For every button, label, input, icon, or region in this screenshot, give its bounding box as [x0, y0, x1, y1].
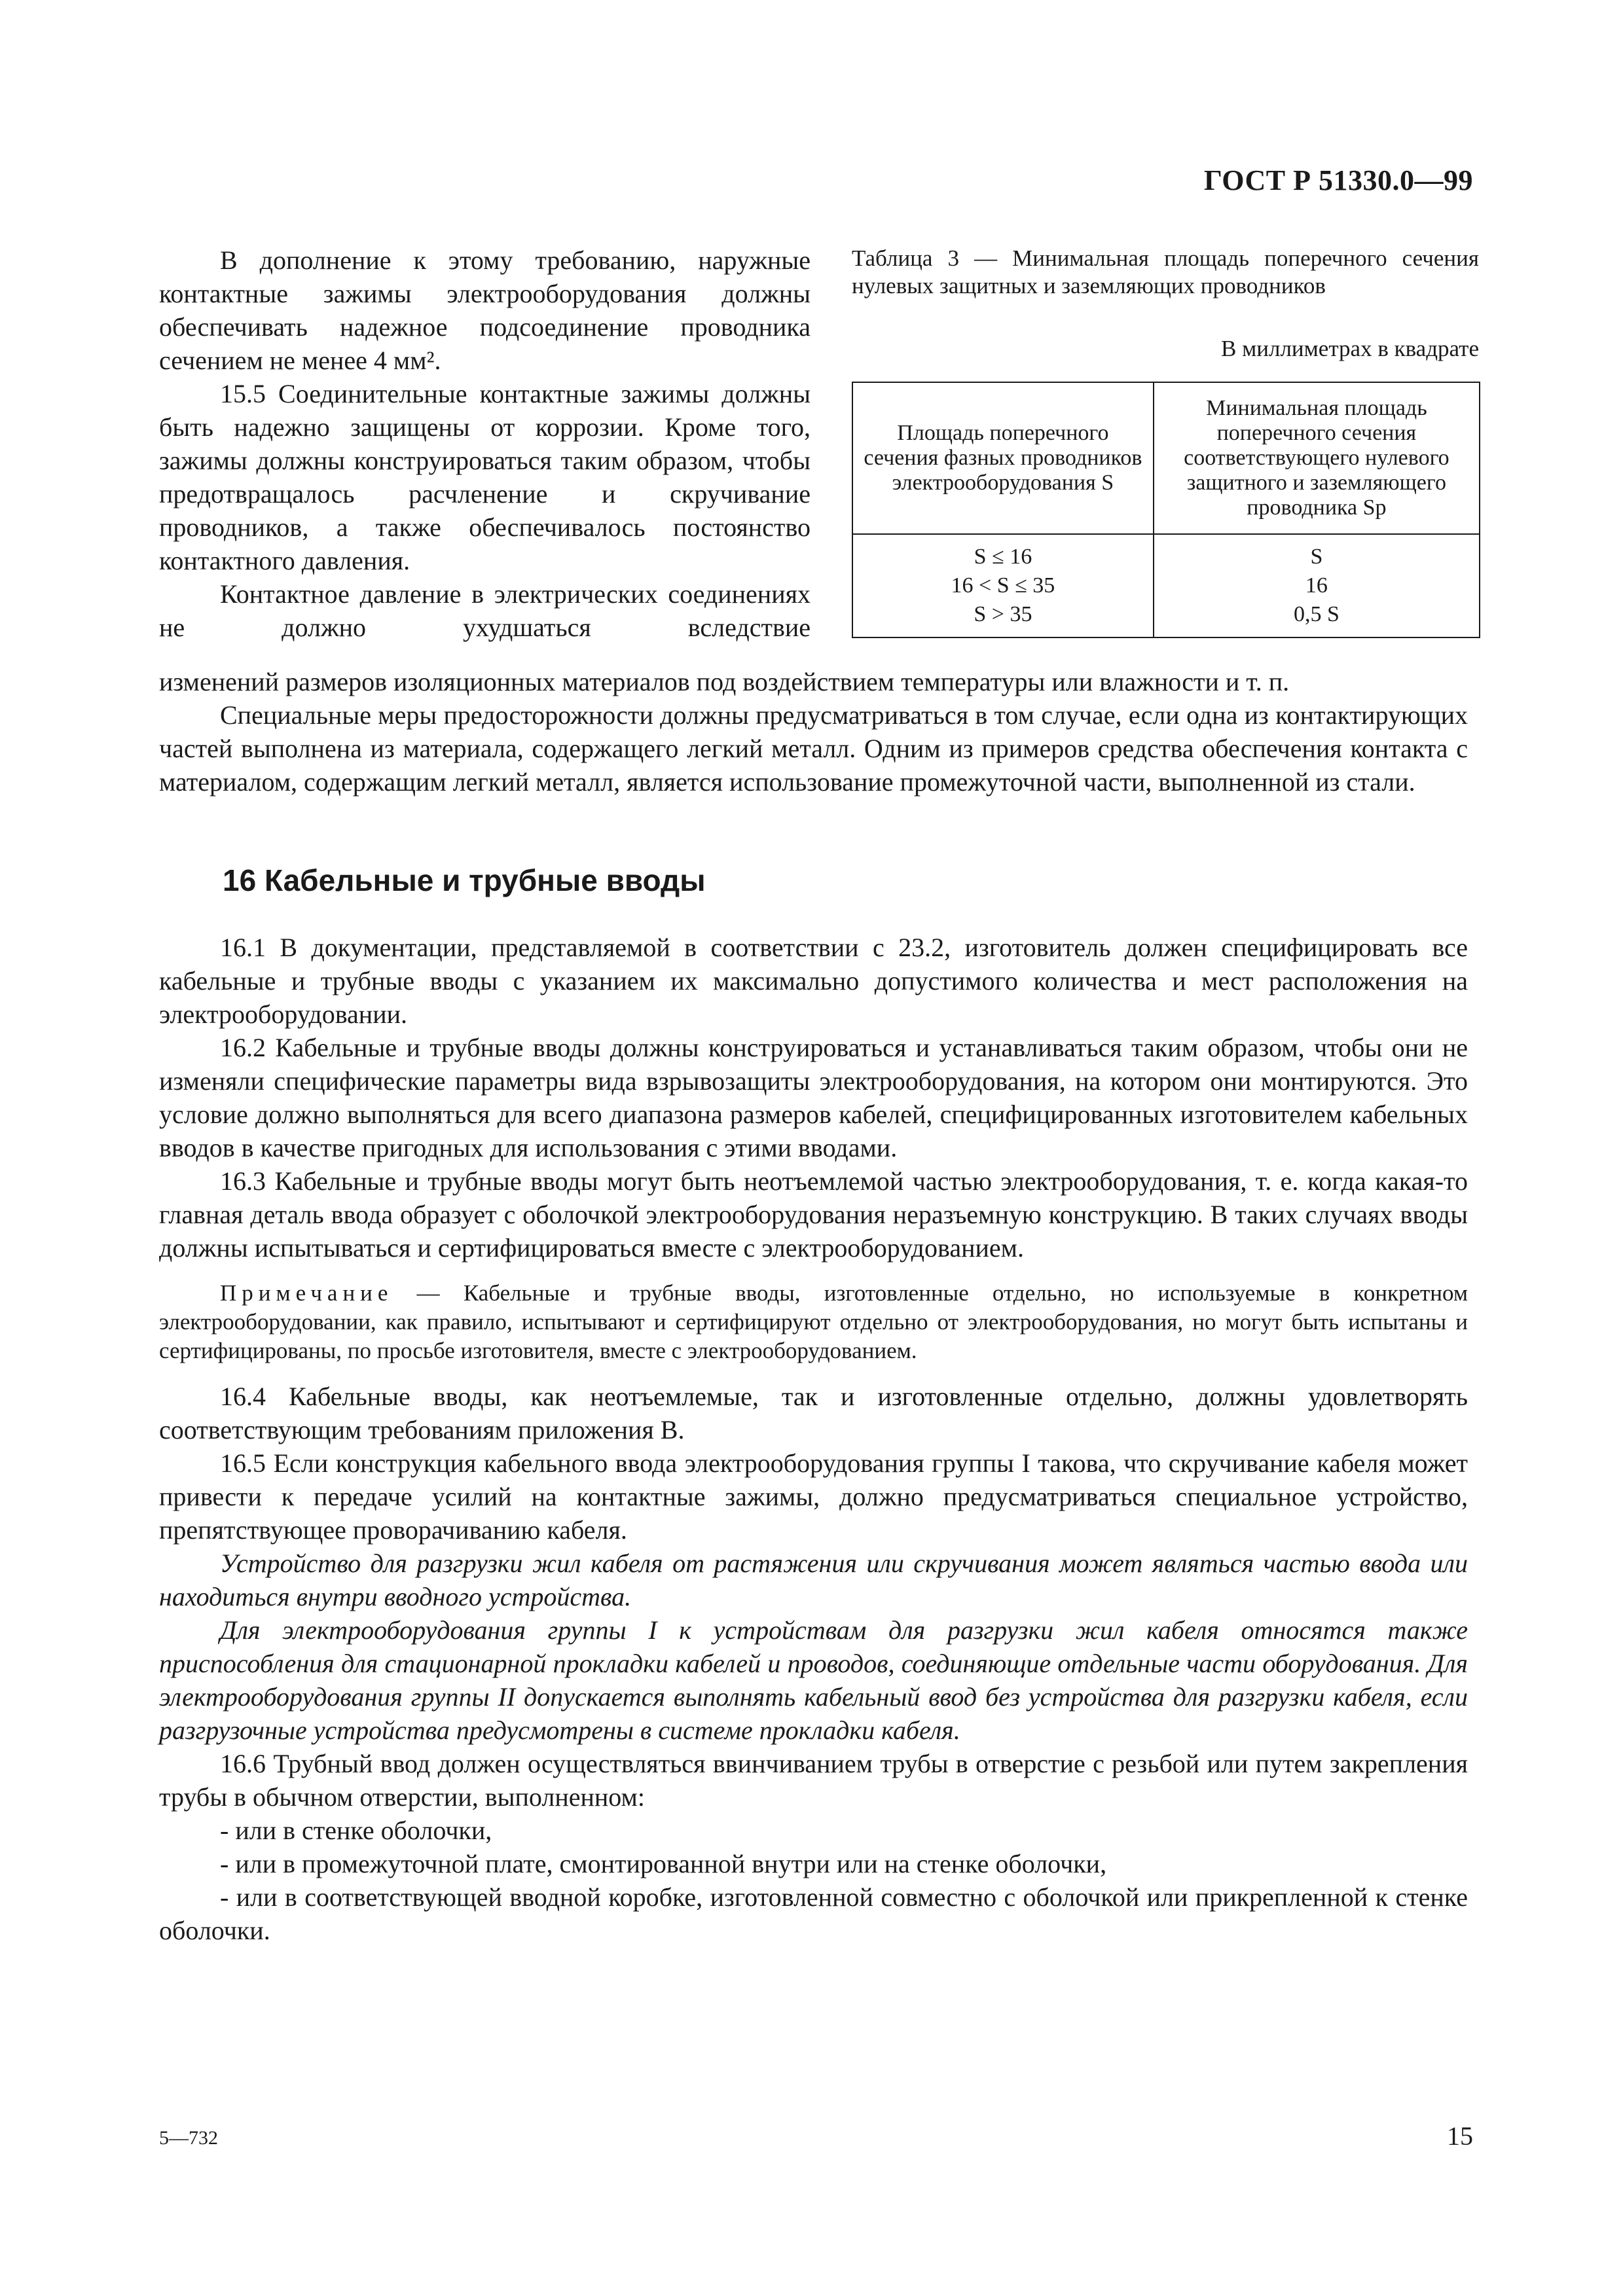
- text-block-upper: [159, 665, 1468, 798]
- paragraph-contact-pressure-start: Контактное давление в электрических соединениях не должно ухудшаться вследствие: [159, 579, 811, 642]
- note-text: — Кабельные и трубные вводы, изготовленные отдельно, но используемые в конкретном электрооборудовании, как правило, испытывают и сертифицируют отдельно от электрооборудования, но могут быть испытаны и сертифицированы, по просьбе изготовителя, вместе с электрооборудованием.: [159, 1280, 1468, 1363]
- table-body-row: [852, 534, 1480, 637]
- paragraph-15-5: 15.5 Соединительные контактные зажимы должны быть надежно защищены от коррозии. Кроме того, зажимы должны конструироваться таким образом, чтобы предотвращалось расчленение и скручивание проводников, а также обеспечивалось постоянство контактного давления.: [159, 379, 811, 575]
- paragraph-16-6: 16.6 Трубный ввод должен осуществляться ввинчиванием трубы в отверстие с резьбой или путем закрепления трубы в обычном отверстии, выполненном:: [159, 1749, 1468, 1812]
- paragraph-16-4: 16.4 Кабельные вводы, как неотъемлемые, так и изготовленные отдельно, должны удовлетворять соответствующим требованиям приложения В.: [159, 1382, 1468, 1444]
- table-cell: 16: [1305, 573, 1328, 598]
- paragraph-16-3: 16.3 Кабельные и трубные вводы могут быть неотъемлемой частью электрооборудования, т. е. когда какая-то главная деталь ввода образует с оболочкой электрооборудования неразъемную конструкцию. В таких случаях вводы должны испытываться и сертифицироваться вместе с электрооборудованием.: [159, 1166, 1468, 1263]
- paragraph-16-1: 16.1 В документации, представляемой в соответствии с 23.2, изготовитель должен специфицировать все кабельные и трубные вводы с указанием их максимально допустимого количества и мест расположения на электрооборудовании.: [159, 933, 1468, 1029]
- table-cell: 0,5 S: [1293, 602, 1340, 626]
- paragraph-italic-strain-relief: Устройство для разгрузки жил кабеля от растяжения или скручивания может являться частью ввода или находиться внутри вводного устройства.: [159, 1549, 1468, 1611]
- table-header-row: [852, 382, 1480, 534]
- section-16-title: 16 Кабельные и трубные вводы: [223, 863, 706, 897]
- table-cell: S > 35: [974, 602, 1032, 626]
- table-caption: Таблица 3 — Минимальная площадь поперечного сечения нулевых защитных и заземляющих проводников: [852, 245, 1479, 298]
- table-cell: S ≤ 16: [974, 545, 1032, 569]
- standard-header: ГОСТ Р 51330.0—99: [1203, 164, 1473, 196]
- list-item: - или в промежуточной плате, смонтированной внутри или на стенке оболочки,: [220, 1849, 1107, 1878]
- cross-section-table: [852, 382, 1480, 638]
- paragraph-contact-pressure-cont: изменений размеров изоляционных материалов под воздействием температуры или влажности и т. п.: [159, 667, 1290, 696]
- table-col-header-min: Минимальная площадь поперечного сечения соответствующего нулевого защитного и заземляющего проводника Sp: [1154, 382, 1480, 534]
- table-cell: S: [1310, 545, 1323, 569]
- table-col-header-phase: Площадь поперечного сечения фазных проводников электрооборудования S: [852, 382, 1154, 534]
- note-block: [159, 1279, 1468, 1365]
- left-column: [159, 243, 811, 644]
- list-item: - или в стенке оболочки,: [220, 1816, 492, 1845]
- note-label: Примечание: [220, 1280, 393, 1306]
- table-phase-values: [852, 534, 1154, 637]
- table-min-values: [1154, 534, 1480, 637]
- paragraph-terminals: В дополнение к этому требованию, наружные контактные зажимы электрооборудования должны обеспечивать надежное подсоединение проводника сечением не менее 4 мм².: [159, 245, 811, 375]
- paragraph-16-2: 16.2 Кабельные и трубные вводы должны конструироваться и устанавливаться таким образом, чтобы они не изменяли специфические параметры вида взрывозащиты электрооборудования, на котором они монтируются. Это условие должно выполняться для всего диапазона размеров кабелей, специфицированных изготовителем кабельных вводов в качестве пригодных для использования с этими вводами.: [159, 1033, 1468, 1162]
- page-number: 15: [1447, 2121, 1473, 2151]
- table-cell: 16 < S ≤ 35: [951, 573, 1055, 598]
- paragraph-16-5: 16.5 Если конструкция кабельного ввода электрооборудования группы I такова, что скручивание кабеля может привести к передаче усилий на контактные зажимы, должно предусматриваться специальное устройство, препятствующее проворачиванию кабеля.: [159, 1448, 1468, 1545]
- paragraph-italic-group-equipment: Для электрооборудования группы I к устройствам для разгрузки жил кабеля относятся также приспособления для стационарной прокладки кабелей и проводов, соединяющие отдельные части оборудования. Для электрооборудования группы II допускается выполнять кабельный ввод без устройства для разгрузки кабеля, если разгрузочные устройства предусмотрены в системе прокладки кабеля.: [159, 1615, 1468, 1745]
- table-units: В миллиметрах в квадрате: [1221, 336, 1479, 361]
- paragraph-light-metal: Специальные меры предосторожности должны предусматриваться в том случае, если одна из контактирующих частей выполнена из материала, содержащего легкий металл. Одним из примеров средства обеспечения контакта с материалом, содержащим легкий металл, является использование промежуточной части, выполненной из стали.: [159, 700, 1468, 797]
- list-item: - или в соответствующей вводной коробке, изготовленной совместно с оболочкой или прикрепленной к стенке оболочки.: [159, 1882, 1468, 1945]
- sheet-code: 5—732: [159, 2127, 218, 2149]
- text-block-section-16: [159, 931, 1468, 1947]
